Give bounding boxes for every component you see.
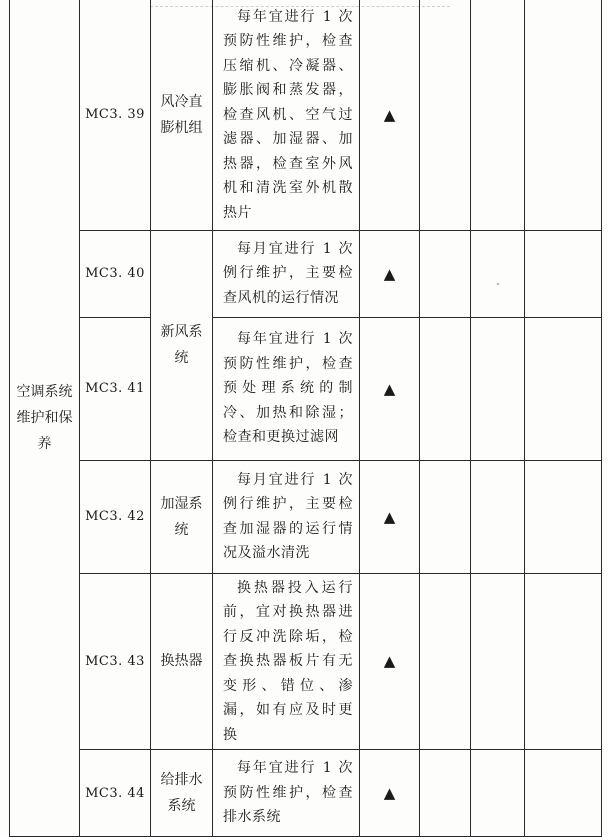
item-name: 加湿系统 xyxy=(160,495,203,538)
table-row xyxy=(10,230,602,317)
item-description: 每月宜进行 1 次例行维护，主要检查风机的运行情况 xyxy=(223,240,353,306)
table-row xyxy=(10,317,602,460)
triangle-mark-icon: ▲ xyxy=(383,105,396,124)
triangle-mark-icon: ▲ xyxy=(383,264,396,283)
item-name: 风冷直膨机组 xyxy=(160,93,203,136)
item-cell xyxy=(151,750,213,837)
item-name: 新风系统 xyxy=(160,324,203,366)
empty-cell xyxy=(420,230,471,317)
empty-cell xyxy=(471,317,525,460)
item-code: MC3. 44 xyxy=(85,785,145,801)
empty-cell xyxy=(471,230,525,317)
empty-cell xyxy=(420,573,471,750)
empty-cell xyxy=(471,573,525,750)
code-cell xyxy=(80,317,151,460)
item-code: MC3. 41 xyxy=(85,381,145,396)
code-cell xyxy=(80,230,151,317)
empty-cell xyxy=(525,230,602,317)
item-code: MC3. 39 xyxy=(85,107,145,123)
triangle-mark-icon: ▲ xyxy=(383,652,396,671)
category-label: 空调系统维护和保养 xyxy=(16,384,73,452)
mark-cell xyxy=(360,460,420,573)
item-code: MC3. 42 xyxy=(85,509,145,524)
code-cell xyxy=(80,573,151,750)
mark-cell xyxy=(360,0,420,230)
empty-cell xyxy=(525,460,602,573)
item-cell xyxy=(151,0,213,230)
item-name: 给排水系统 xyxy=(160,772,203,814)
item-description: 每年宜进行 1 次预防性维护，检查预处理系统的制冷、加热和除湿；检查和更换过滤网 xyxy=(223,331,353,446)
table-row xyxy=(10,573,602,750)
empty-cell xyxy=(420,460,471,573)
mark-cell xyxy=(360,573,420,750)
item-name: 换热器 xyxy=(160,653,203,670)
empty-cell xyxy=(525,317,602,460)
empty-cell xyxy=(471,0,525,230)
mark-cell xyxy=(360,317,420,460)
code-cell xyxy=(80,750,151,837)
empty-cell xyxy=(525,0,602,230)
description-cell xyxy=(213,573,360,750)
empty-cell xyxy=(420,317,471,460)
item-cell xyxy=(151,230,213,460)
mark-cell xyxy=(360,230,420,317)
description-cell xyxy=(213,317,360,460)
empty-cell xyxy=(525,750,602,837)
empty-cell xyxy=(471,460,525,573)
maintenance-table xyxy=(9,0,602,837)
empty-cell xyxy=(420,750,471,837)
item-description: 每年宜进行 1 次预防性维护，检查排水系统 xyxy=(223,760,353,826)
table-row xyxy=(10,0,602,230)
mark-cell xyxy=(360,750,420,837)
empty-cell xyxy=(525,573,602,750)
table-row xyxy=(10,460,602,573)
code-cell xyxy=(80,460,151,573)
item-description: 换热器投入运行前，宜对换热器进行反冲洗除垢，检查换热器板片有无变形、错位、渗漏，如有应及时更换 xyxy=(223,579,353,743)
empty-cell xyxy=(420,0,471,230)
category-cell xyxy=(10,0,80,837)
triangle-mark-icon: ▲ xyxy=(383,379,396,398)
empty-cell xyxy=(471,750,525,837)
triangle-mark-icon: ▲ xyxy=(383,784,396,802)
table-row xyxy=(10,750,602,837)
item-description: 每年宜进行 1 次预防性维护，检查压缩机、冷凝器、膨胀阀和蒸发器，检查风机、空气过滤器、加湿器、加热器，检查室外风机和清洗室外机散热片 xyxy=(223,8,353,221)
description-cell xyxy=(213,460,360,573)
triangle-mark-icon: ▲ xyxy=(383,507,396,526)
item-description: 每月宜进行 1 次例行维护，主要检查加湿器的运行情况及溢水清洗 xyxy=(223,471,353,561)
description-cell xyxy=(213,230,360,317)
description-cell xyxy=(213,750,360,837)
item-code: MC3. 43 xyxy=(85,653,145,669)
item-cell xyxy=(151,460,213,573)
description-cell xyxy=(213,0,360,230)
code-cell xyxy=(80,0,151,230)
item-code: MC3. 40 xyxy=(85,266,145,281)
item-cell xyxy=(151,573,213,750)
